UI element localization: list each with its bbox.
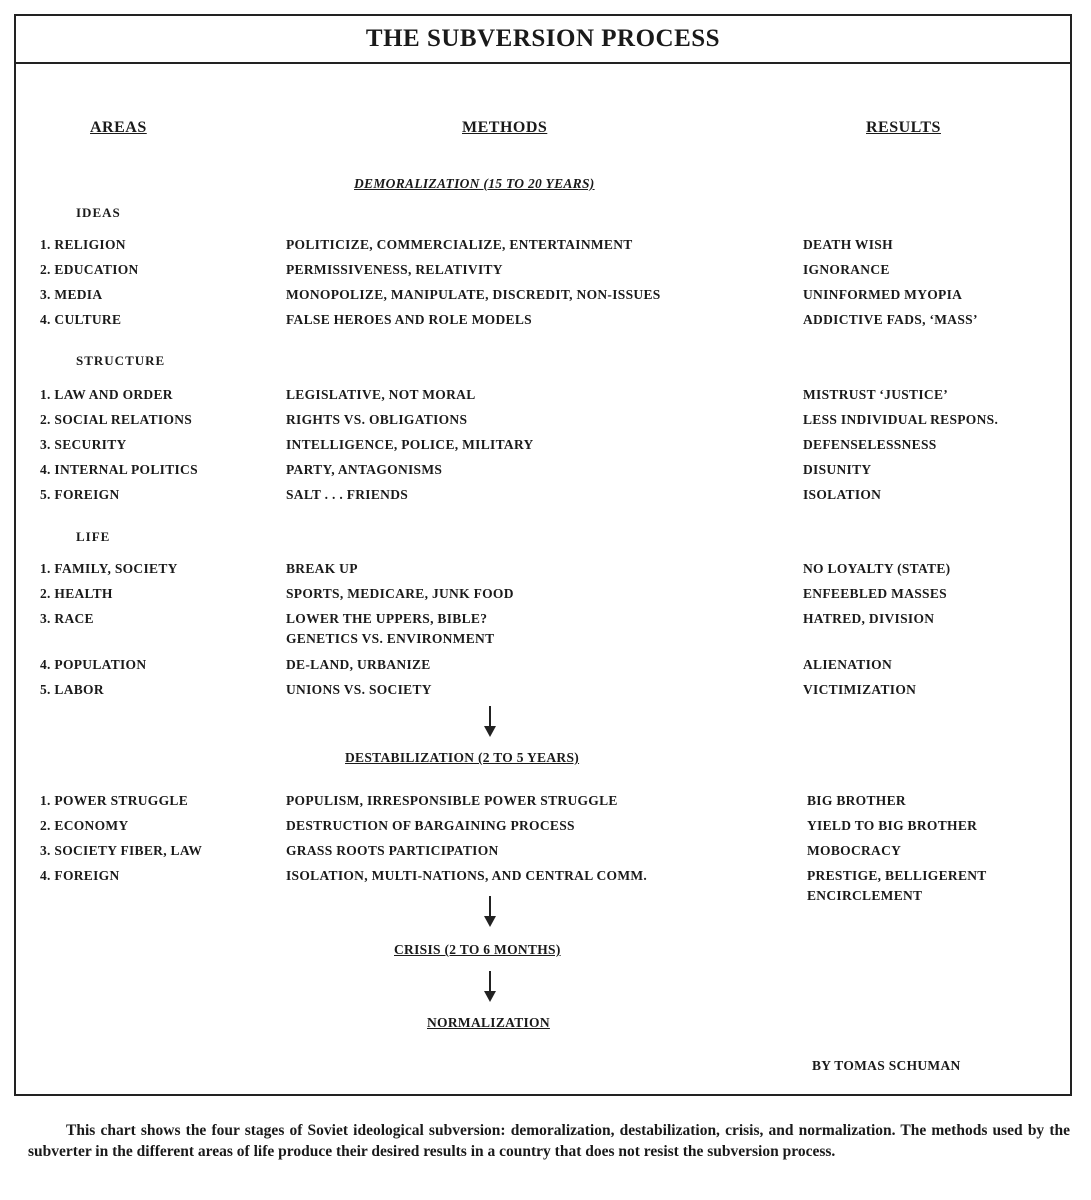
area-cell: 3. RACE [40, 611, 94, 626]
stage-destabilization: DESTABILIZATION (2 TO 5 YEARS) [345, 750, 580, 765]
author-credit: BY TOMAS SCHUMAN [812, 1058, 961, 1073]
column-header-areas: AREAS [90, 119, 147, 136]
result-cell: ALIENATION [803, 657, 893, 672]
result-cell: VICTIMIZATION [803, 682, 917, 697]
result-cell: HATRED, DIVISION [803, 611, 935, 626]
result-cell: ISOLATION [803, 487, 882, 502]
area-cell: 1. RELIGION [40, 237, 126, 252]
method-cell: PARTY, ANTAGONISMS [286, 462, 443, 477]
area-cell: 5. FOREIGN [40, 487, 120, 502]
area-cell: 3. SECURITY [40, 437, 127, 452]
result-cell: UNINFORMED MYOPIA [803, 287, 963, 302]
area-cell: 2. SOCIAL RELATIONS [40, 412, 193, 427]
result-cell: LESS INDIVIDUAL RESPONS. [803, 412, 999, 427]
area-cell: 2. EDUCATION [40, 262, 139, 277]
method-cell: DESTRUCTION OF BARGAINING PROCESS [286, 818, 575, 833]
method-cell: DE-LAND, URBANIZE [286, 657, 431, 672]
title-bar [16, 16, 1070, 64]
method-cell: ISOLATION, MULTI-NATIONS, AND CENTRAL COMM. [286, 868, 648, 883]
method-cell: UNIONS VS. SOCIETY [286, 682, 432, 697]
result-cell: DEATH WISH [803, 237, 893, 252]
area-cell: 3. MEDIA [40, 287, 103, 302]
area-cell: 1. POWER STRUGGLE [40, 793, 188, 808]
method-cell: PERMISSIVENESS, RELATIVITY [286, 262, 503, 277]
area-cell: 1. LAW AND ORDER [40, 387, 173, 402]
result-cell: DEFENSELESSNESS [803, 437, 937, 452]
area-cell: 4. POPULATION [40, 657, 147, 672]
area-cell: 4. INTERNAL POLITICS [40, 462, 198, 477]
method-cell: POLITICIZE, COMMERCIALIZE, ENTERTAINMENT [286, 237, 633, 252]
stage-demoralization: DEMORALIZATION (15 TO 20 YEARS) [354, 176, 595, 191]
area-cell: 5. LABOR [40, 682, 104, 697]
method-cell: SPORTS, MEDICARE, JUNK FOOD [286, 586, 514, 601]
method-cell: GRASS ROOTS PARTICIPATION [286, 843, 499, 858]
down-arrow-icon [484, 896, 496, 928]
method-cell: POPULISM, IRRESPONSIBLE POWER STRUGGLE [286, 793, 618, 808]
method-cell: LOWER THE UPPERS, BIBLE? [286, 611, 488, 626]
result-cell: MISTRUST ‘JUSTICE’ [803, 387, 949, 402]
result-cell: YIELD TO BIG BROTHER [807, 818, 978, 833]
result-cell: PRESTIGE, BELLIGERENT [807, 868, 987, 883]
method-cell: BREAK UP [286, 561, 358, 576]
area-cell: 4. CULTURE [40, 312, 122, 327]
area-cell: 2. HEALTH [40, 586, 113, 601]
method-cell-continued: GENETICS VS. ENVIRONMENT [286, 631, 495, 646]
stage-normalization: NORMALIZATION [427, 1015, 550, 1030]
method-cell: SALT . . . FRIENDS [286, 487, 409, 502]
group-structure: STRUCTURE [76, 353, 166, 368]
method-cell: FALSE HEROES AND ROLE MODELS [286, 312, 532, 327]
down-arrow-icon [484, 971, 496, 1003]
method-cell: MONOPOLIZE, MANIPULATE, DISCREDIT, NON-ISSUES [286, 287, 661, 302]
method-cell: RIGHTS VS. OBLIGATIONS [286, 412, 468, 427]
chart-frame [14, 14, 1072, 1096]
column-header-results: RESULTS [866, 119, 941, 136]
result-cell-continued: ENCIRCLEMENT [807, 888, 923, 903]
result-cell: IGNORANCE [803, 262, 890, 277]
result-cell: BIG BROTHER [807, 793, 906, 808]
group-ideas: IDEAS [76, 205, 121, 220]
area-cell: 4. FOREIGN [40, 868, 120, 883]
stage-crisis: CRISIS (2 TO 6 MONTHS) [394, 942, 561, 957]
result-cell: DISUNITY [803, 462, 872, 477]
down-arrow-icon [484, 706, 496, 738]
method-cell: LEGISLATIVE, NOT MORAL [286, 387, 476, 402]
page-title: THE SUBVERSION PROCESS [365, 25, 721, 52]
result-cell: ENFEEBLED MASSES [803, 586, 947, 601]
group-life: LIFE [76, 529, 111, 544]
column-header-methods: METHODS [462, 119, 548, 136]
area-cell: 2. ECONOMY [40, 818, 129, 833]
method-cell: INTELLIGENCE, POLICE, MILITARY [286, 437, 534, 452]
area-cell: 1. FAMILY, SOCIETY [40, 561, 178, 576]
area-cell: 3. SOCIETY FIBER, LAW [40, 843, 203, 858]
result-cell: MOBOCRACY [807, 843, 902, 858]
result-cell: NO LOYALTY (STATE) [803, 561, 951, 576]
result-cell: ADDICTIVE FADS, ‘MASS’ [803, 312, 978, 327]
figure-caption: This chart shows the four stages of Soviet ideological subversion: demoralization, destabilization, crisis, and normalization. The methods used by the subverter in the different areas of life produce their desired results in a country that does not resist the subversion process. [28, 1122, 1070, 1160]
